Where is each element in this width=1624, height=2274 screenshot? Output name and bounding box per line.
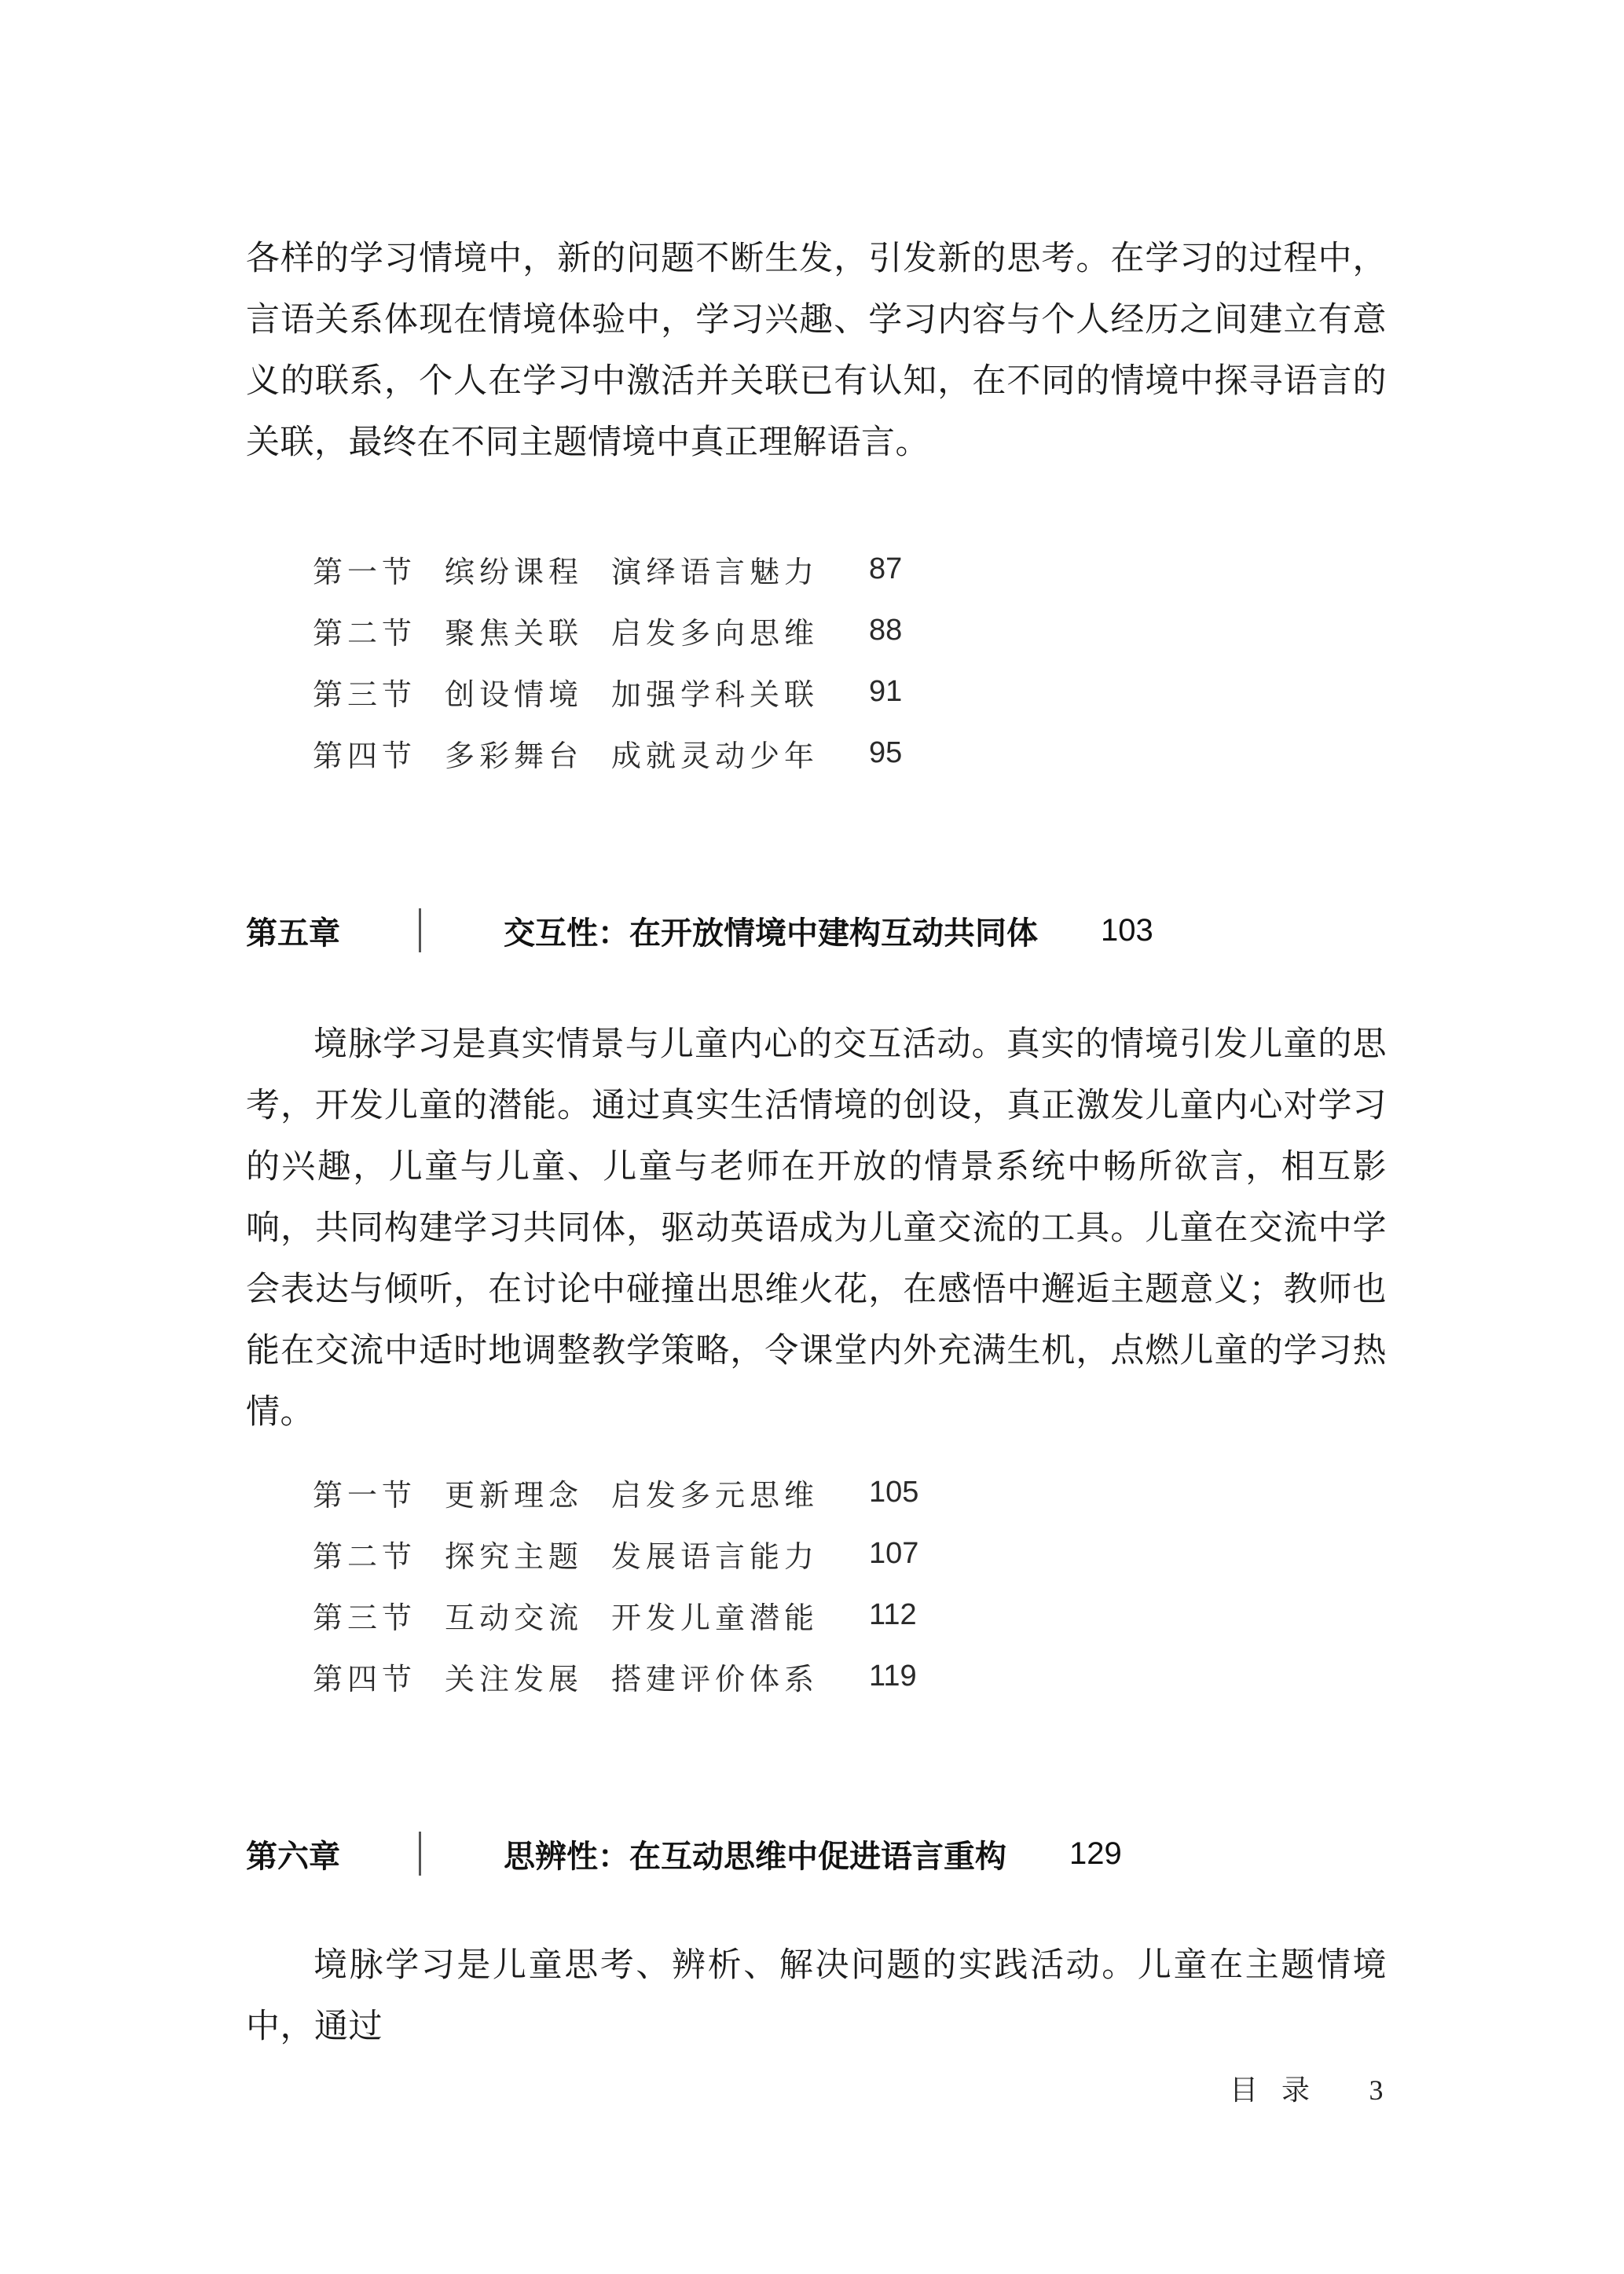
- toc-section-number: 第四节: [313, 738, 417, 773]
- toc-section-number: 第三节: [313, 677, 417, 712]
- chapter5-heading[interactable]: [246, 903, 1153, 958]
- toc-section-title1: 多彩舞台: [445, 738, 584, 773]
- toc-section-number: 第四节: [313, 1661, 417, 1696]
- toc-section-page: 88: [869, 613, 903, 647]
- toc-section-page: 119: [869, 1659, 917, 1693]
- toc-section-title1: 互动交流: [445, 1600, 584, 1635]
- toc-section-title1: 聚焦关联: [445, 615, 584, 651]
- toc-entry[interactable]: [313, 1523, 918, 1584]
- toc-section-title1: 更新理念: [445, 1477, 584, 1513]
- chapter-page: 129: [1069, 1836, 1122, 1871]
- intro-paragraph: 各样的学习情境中，新的问题不断生发，引发新的思考。在学习的过程中，言语关系体现在情境体验中，学习兴趣、学习内容与个人经历之间建立有意义的联系，个人在学习中激活并关联已有认知，在不同的情境中探寻语言的关联，最终在不同主题情境中真正理解语言。: [246, 239, 1387, 462]
- toc-chapter4-sections: [313, 538, 902, 783]
- toc-section-number: 第三节: [313, 1600, 417, 1635]
- toc-entry[interactable]: [313, 722, 902, 783]
- toc-section-title2: 成就灵动少年: [611, 738, 819, 773]
- toc-section-title2: 加强学科关联: [611, 677, 819, 712]
- toc-section-title1: 缤纷课程: [445, 554, 584, 589]
- toc-section-title2: 开发儿童潜能: [611, 1600, 819, 1635]
- toc-section-title1: 探究主题: [445, 1539, 584, 1574]
- chapter-divider: [419, 1832, 421, 1876]
- chapter5-paragraph: 境脉学习是真实情景与儿童内心的交互活动。真实的情境引发儿童的思考，开发儿童的潜能。通过真实生活情境的创设，真正激发儿童内心对学习的兴趣，儿童与儿童、儿童与老师在开放的情景系统中畅所欲言，相互影响，共同构建学习共同体，驱动英语成为儿童交流的工具。儿童在交流中学会表达与倾听，在讨论中碰撞出思维火花，在感悟中邂逅主题意义；教师也能在交流中适时地调整教学策略，令课堂内外充满生机，点燃儿童的学习热情。: [246, 1025, 1387, 1432]
- toc-section-number: 第一节: [313, 554, 417, 589]
- chapter-page: 103: [1101, 912, 1153, 948]
- toc-section-page: 105: [869, 1475, 919, 1509]
- chapter6-heading[interactable]: [246, 1826, 1122, 1881]
- toc-section-title1: 创设情境: [445, 677, 584, 712]
- toc-section-page: 91: [869, 674, 903, 708]
- footer-page-number: 3: [1369, 2074, 1384, 2106]
- chapter-number: 第五章: [246, 915, 340, 952]
- toc-entry[interactable]: [313, 1462, 918, 1523]
- toc-section-page: 112: [869, 1597, 917, 1631]
- toc-section-title1: 关注发展: [445, 1661, 584, 1696]
- toc-entry[interactable]: [313, 661, 902, 722]
- chapter-title: 交互性：在开放情境中建构互动共同体: [504, 915, 1038, 952]
- toc-section-number: 第一节: [313, 1477, 417, 1513]
- chapter-divider: [419, 908, 421, 952]
- toc-entry[interactable]: [313, 1645, 918, 1707]
- toc-section-number: 第二节: [313, 1539, 417, 1574]
- toc-section-title2: 发展语言能力: [611, 1539, 819, 1574]
- toc-chapter5-sections: [313, 1462, 918, 1707]
- chapter-number: 第六章: [246, 1838, 340, 1875]
- toc-section-page: 87: [869, 552, 903, 585]
- toc-section-title2: 演绎语言魅力: [611, 554, 819, 589]
- footer-label: 目录: [1230, 2074, 1334, 2107]
- toc-entry[interactable]: [313, 600, 902, 661]
- toc-section-title2: 启发多向思维: [611, 615, 819, 651]
- toc-section-title2: 搭建评价体系: [611, 1661, 819, 1696]
- toc-section-page: 95: [869, 735, 903, 769]
- toc-entry[interactable]: [313, 538, 902, 600]
- toc-entry[interactable]: [313, 1584, 918, 1645]
- toc-section-title2: 启发多元思维: [611, 1477, 819, 1513]
- page-footer: [1230, 2068, 1383, 2108]
- chapter-title: 思辨性：在互动思维中促进语言重构: [504, 1838, 1006, 1875]
- toc-section-page: 107: [869, 1536, 919, 1570]
- toc-section-number: 第二节: [313, 615, 417, 651]
- chapter6-paragraph: 境脉学习是儿童思考、辨析、解决问题的实践活动。儿童在主题情境中，通过: [246, 1946, 1387, 2046]
